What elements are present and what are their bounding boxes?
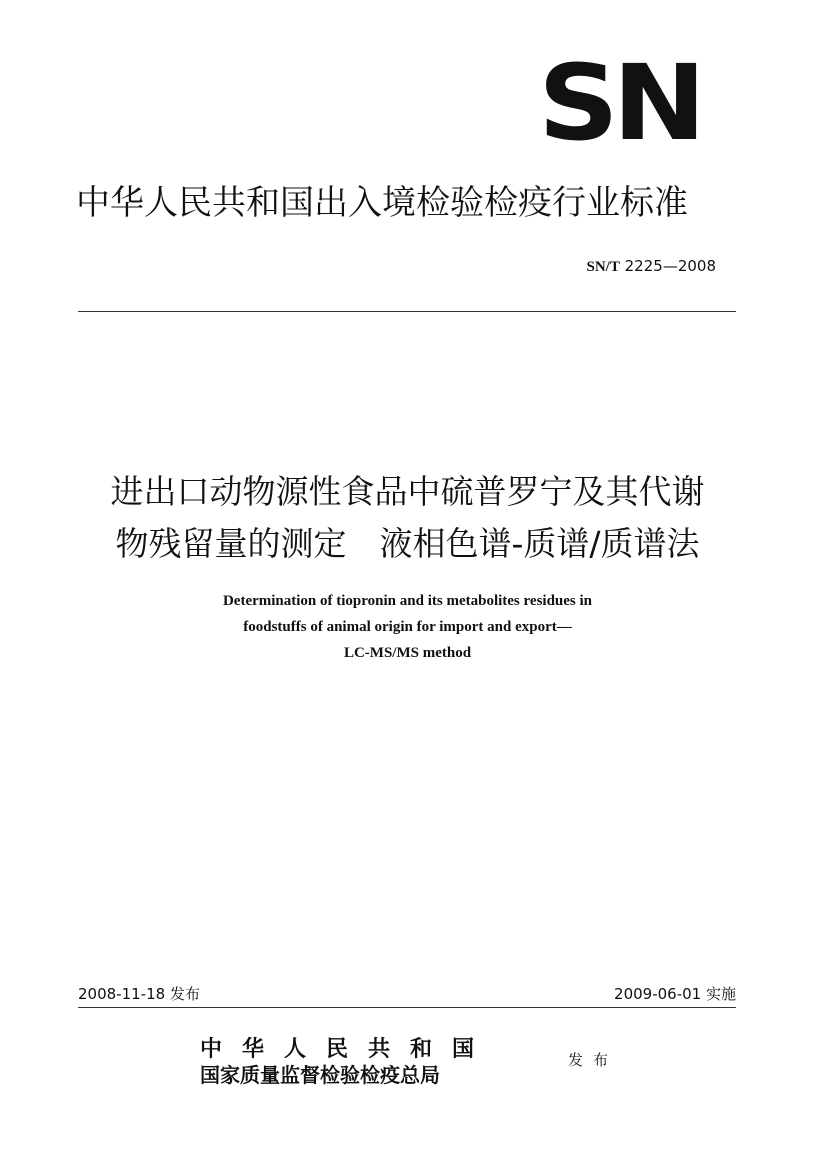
standard-code (480, 256, 716, 277)
organization-title: 中华人民共和国出入境检验检疫行业标准 (76, 183, 688, 223)
standard-prefix: SN/T (586, 259, 620, 275)
chinese-title-line2: 物残留量的测定 液相色谱-质谱/质谱法 (115, 524, 700, 563)
chinese-title (60, 466, 755, 570)
issuer-country: 中华人民共和国 (200, 1036, 495, 1062)
bottom-divider (78, 1007, 736, 1008)
issue-date: 2008-11-18 发布 (78, 985, 200, 1003)
issuer-suffix: 发布 (568, 1051, 619, 1069)
sn-logo: SN (538, 42, 700, 164)
english-title-line3: LC-MS/MS method (343, 645, 472, 661)
issuer-agency: 国家质量监督检验检疫总局 (200, 1063, 440, 1087)
implementation-date: 2009-06-01 实施 (614, 985, 736, 1003)
english-title-line2: foodstuffs of animal origin for import and export— (243, 619, 572, 635)
english-title-line1: Determination of tiopronin and its metabolites residues in (222, 593, 593, 609)
english-title (120, 588, 695, 666)
issuer-block (200, 1036, 630, 1092)
standard-number: 2225—2008 (624, 257, 716, 275)
top-divider (78, 311, 736, 312)
chinese-title-line1: 进出口动物源性食品中硫普罗宁及其代谢 (110, 472, 705, 511)
